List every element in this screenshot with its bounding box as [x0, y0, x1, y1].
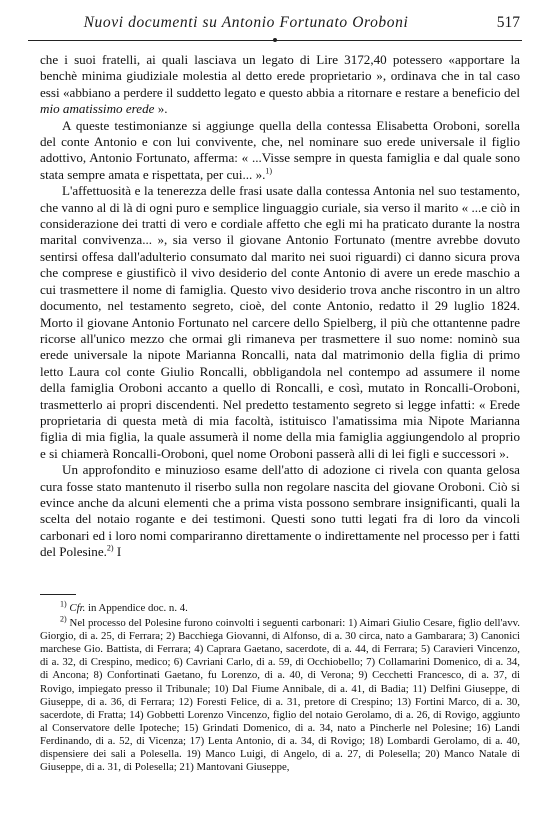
footnote-1-italic: Cfr.: [69, 602, 86, 614]
paragraph-1-italic: mio amatissimo erede: [40, 101, 155, 117]
footnote-1: [40, 599, 520, 615]
paragraph-4-text: Un approfondito e minuzioso esame dell'atto di adozione ci rivela con quanta gelosa cura fosse stato mantenuto il riserbo sulla non regolare nascita del giovane Oroboni. Ciò si evince anche da alcuni elementi che a prima vista possono sembrare insignificanti, quali la scelta del notaio rogante e dei testimoni. Questi sono tutti legati fra di loro da vincoli carbonari ed i loro nomi compariranno direttamente o indirettamente nel processo per i fatti del Polesine.: [40, 462, 520, 560]
paragraph-4: [40, 462, 520, 560]
paragraph-4-end: I: [113, 544, 122, 560]
footnotes: [40, 599, 521, 776]
footnote-2-text: Nel processo del Polesine furono coinvolti i seguenti carbonari: 1) Aimari Giulio Cesare, figlio dell'avv. Giorgio, di a. 25, di Ferrara; 2) Bacchiega Giovanni, di Alfonso, di a. 30 circa, nato a Gambarara; 3) Canonici marchese Gio. Battista, di Ferrara; 4) Caprara Gaetano, sacerdote, di a. 44, di Ferrara; 5) Caravieri Vincenzo, di a. 32, di Crespino, medico; 6) Cavriani Carlo, di a. 59, di Occhiobello; 7) Collamarini Domenico, di a. 34, di Ancona; 8) Confortinati Gaetano, fu Lorenzo, di a. 40, di Verona; 9) Cecchetti Francesco, di a. 37, di Rovigo, impiegato presso il Tribunale; 10) Dal Fiume Annibale, di a. 41, di Badia; 11) Delfini Giuseppe, di Giuseppe, di a. 36, di Ferrara; 12) Foresti Felice, di a. 31, pretore di Crespino; 13) Fortini Marco, di a. 30, sacerdote, di Fratta; 14) Gobbetti Lorenzo Vincenzo, figlio del notaio Gerolamo, di a. 26, di Rovigo, aggiunto al Conservatore delle Ipoteche; 15) Grindati Domenico, di a. 34, nato a Pincherle nel Polesine; 16) Landi Ferdinando, di a. 52, di Vicenza; 17) Lenta Antonio, di a. 34, di Rovigo; 18) Lombardi Gerolamo, di a. 40, dispensiere dei sali a Polesella. 19) Manco Luigi, di Angelo, di a. 27, di Polesella; 20) Manco Natale di Giuseppe, di a. 31, di Polesella; 21) Mantovani Giuseppe,: [40, 617, 521, 774]
header-rule: [28, 40, 522, 41]
paragraph-1-text: che i suoi fratelli, ai quali lasciava un legato di Lire 3172,40 potessero «apportare la benchè minima giudiziale molestia al detto erede proprietario », ordinava che in tal caso essi «abbiano a perdere il suddetto legato e questo abbia a ritornare e restare a beneficio del: [40, 52, 520, 100]
paragraph-1: [40, 52, 520, 118]
paragraph-1-end: ».: [154, 101, 168, 117]
running-header: [32, 14, 520, 40]
footnote-ref-1: 1): [265, 166, 273, 176]
footnote-rule: [40, 594, 76, 595]
footnote-1-text: in Appendice doc. n. 4.: [85, 602, 188, 614]
page-number: 517: [496, 14, 520, 31]
footnote-1-mark: 1): [60, 599, 67, 609]
footnote-2: [40, 614, 521, 774]
paragraph-2: [40, 118, 520, 184]
main-text: [40, 52, 520, 561]
running-title: Nuovi documenti su Antonio Fortunato Oroboni: [83, 14, 409, 31]
header-rule-dot: [273, 38, 277, 42]
paragraph-3: L'affettuosità e la tenerezza delle frasi usate dalla contessa Antonia nel suo testamento, che vanno al di là di ogni puro e semplice linguaggio curiale, sia verso il marito « ...e ciò in considerazione dei tratti di vero e cordiale affetto che egli mi ha praticato durante la nostra marital convivenza... », sia verso il giovane Antonio Fortunato (mentre avrebbe dovuto sentirsi offesa dall'adulterio consumato dal marito nei suoi riguardi) ci danno sicura prova che comprese e giustificò il vivo desiderio del conte Antonio di avere un erede maschio a cui trasmettere il nome di famiglia. Questo vivo desiderio trova anche riscontro in un altro documento, nel testamento segreto, cioè, del conte Antonio, redatto il 29 luglio 1824. Morto il giovane Antonio Fortunato nel carcere dello Spielberg, il più che ottantenne padre ricorse all'unico mezzo che ormai gli rimaneva per trasmettere il suo nome: nominò sua erede universale la nipote Marianna Roncalli, nata dal matrimonio della figlia di primo letto Laura col conte Giulio Roncalli, obbligandola nel contempo ad assumere il nome della famiglia Oroboni accanto a quello di Roncalli, e così, mutato in Roncalli-Oroboni, trasmetterlo ai propri discendenti. Nel predetto testamento segreto si legge infatti: « Erede proprietaria di questa metà di mia facoltà, istituisco l'amatissima mia Nipote Marianna figlia di mia figlia, la quale assumerà il nome della mia famiglia aggiungendolo al proprio e si chiamerà Roncalli-Oroboni, quel nome Oroboni passerà alli di lei figli e successori ».: [40, 183, 520, 461]
footnote-2-mark: 2): [60, 614, 67, 624]
footnote-ref-2: 2): [106, 543, 114, 553]
paragraph-2-text: A queste testimonianze si aggiunge quella della contessa Elisabetta Oroboni, sorella del conte Antonio e con lui convivente, che, nel nominare suo erede universale il figlio adottivo, Antonio Fortunato, afferma: « ...Visse sempre in questa famiglia e dal quale sono stata sempre amata e rispettata, per cui... ».: [40, 117, 520, 182]
